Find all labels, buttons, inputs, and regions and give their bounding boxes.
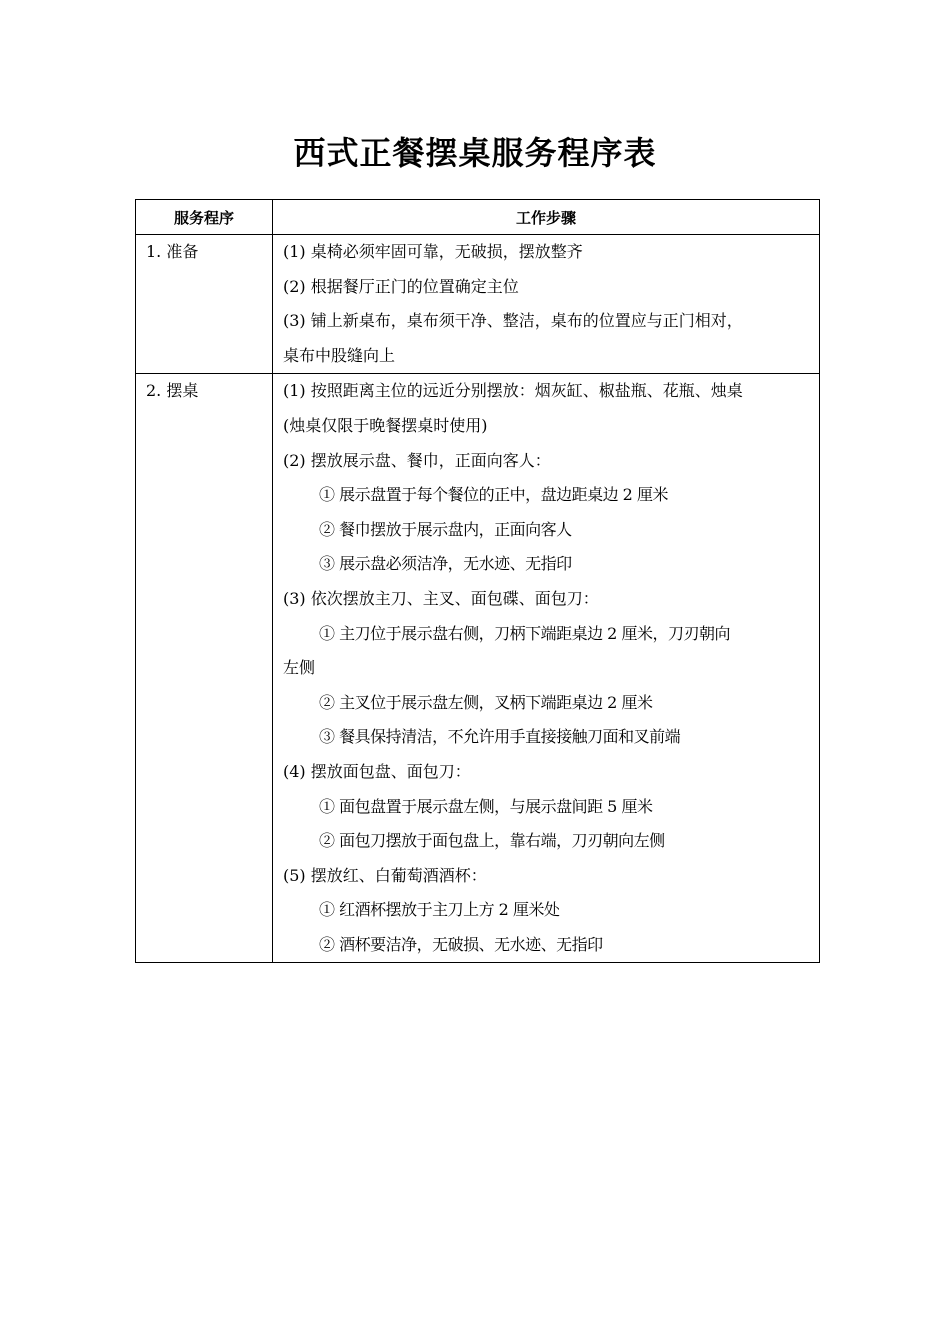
detail-line: (2) 根据餐厅正门的位置确定主位	[283, 276, 519, 296]
detail-subline: ② 面包刀摆放于面包盘上，靠右端，刀刃朝向左侧	[319, 831, 665, 851]
step-label: 2. 摆桌	[136, 374, 273, 963]
detail-line: (3) 依次摆放主刀、主叉、面包碟、面包刀：	[283, 588, 599, 608]
detail-line: (3) 铺上新桌布，桌布须干净、整洁，桌布的位置应与正门相对，	[283, 311, 743, 331]
detail-subline: ② 餐巾摆放于展示盘内，正面向客人	[319, 519, 572, 539]
header-steps: 工作步骤	[273, 200, 820, 235]
table-row	[136, 374, 820, 963]
detail-line: (2) 摆放展示盘、餐巾，正面向客人：	[283, 450, 551, 470]
detail-subline: ① 红酒杯摆放于主刀上方 2 厘米处	[319, 900, 560, 920]
detail-line: 桌布中股缝向上	[283, 345, 396, 365]
detail-line: (4) 摆放面包盘、面包刀：	[283, 761, 471, 781]
page-title: 西式正餐摆桌服务程序表	[293, 134, 657, 172]
table-row	[136, 235, 820, 374]
detail-line: 左侧	[283, 658, 316, 678]
detail-subline: ② 主叉位于展示盘左侧，叉柄下端距桌边 2 厘米	[319, 692, 653, 712]
detail-subline: ② 酒杯要洁净，无破损、无水迹、无指印	[319, 934, 603, 954]
detail-subline: ① 主刀位于展示盘右侧，刀柄下端距桌边 2 厘米，刀刃朝向	[319, 623, 730, 643]
detail-line: (1) 按照距离主位的远近分别摆放：烟灰缸、椒盐瓶、花瓶、烛桌	[283, 381, 743, 401]
table-header-row	[136, 200, 820, 235]
detail-subline: ③ 展示盘必须洁净，无水迹、无指印	[319, 554, 572, 574]
detail-line: (5) 摆放红、白葡萄酒酒杯：	[283, 865, 487, 885]
procedure-table	[135, 199, 820, 963]
detail-subline: ③ 餐具保持清洁，不允许用手直接接触刀面和叉前端	[319, 727, 681, 747]
step-details	[273, 235, 820, 374]
step-label: 1. 准备	[136, 235, 273, 374]
step-details	[273, 374, 820, 963]
detail-line: (1) 桌椅必须牢固可靠，无破损，摆放整齐	[283, 242, 583, 261]
detail-line: (烛桌仅限于晚餐摆桌时使用)	[283, 415, 488, 435]
detail-subline: ① 面包盘置于展示盘左侧，与展示盘间距 5 厘米	[319, 796, 653, 816]
header-procedure: 服务程序	[136, 200, 273, 235]
detail-subline: ① 展示盘置于每个餐位的正中，盘边距桌边 2 厘米	[319, 485, 668, 505]
